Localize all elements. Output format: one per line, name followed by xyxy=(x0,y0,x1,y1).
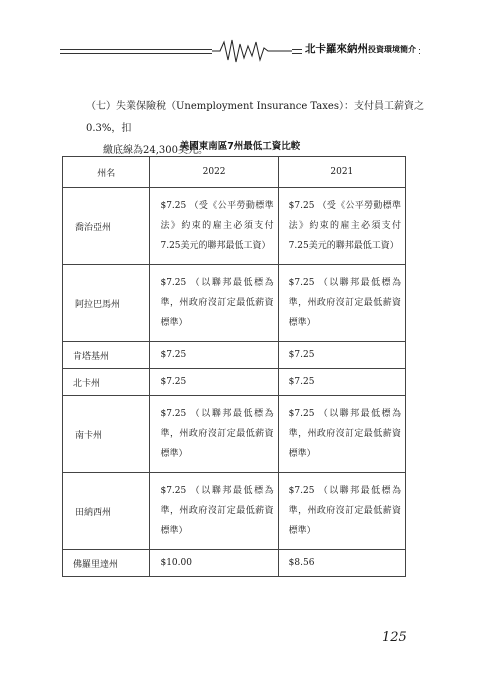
wage-2022-cell: $7.25 （以聯邦最低標為準，州政府沒訂定最低薪資標準） xyxy=(150,473,278,550)
state-cell: 阿拉巴馬州 xyxy=(63,265,150,342)
section-text-line2: 繳底線為24,300美元。 xyxy=(103,145,208,156)
table-row xyxy=(63,342,406,369)
wage-2022-cell: $7.25 （受《公平勞動標準法》約束的雇主必須支付7.25美元的聯邦最低工資） xyxy=(150,188,278,265)
state-cell: 肯塔基州 xyxy=(63,342,150,369)
table-row xyxy=(63,396,406,473)
header-state: 州名 xyxy=(63,157,150,188)
wage-2021-cell: $7.25 （以聯邦最低標為準，州政府沒訂定最低薪資標準） xyxy=(278,396,405,473)
table-row xyxy=(63,369,406,396)
table-title: 美國東南區7州最低工資比較 xyxy=(179,141,301,152)
wage-2021-cell: $8.56 xyxy=(278,550,405,577)
page-number: 125 xyxy=(382,630,407,645)
wage-2022-cell: $7.25 xyxy=(150,342,278,369)
wage-2021-cell: $7.25 （以聯邦最低標為準，州政府沒訂定最低薪資標準） xyxy=(278,473,405,550)
min-wage-table xyxy=(62,156,406,577)
section-paragraph xyxy=(86,96,426,162)
state-cell: 喬治亞州 xyxy=(63,188,150,265)
table-row xyxy=(63,188,406,265)
header-2021: 2021 xyxy=(278,157,405,188)
state-cell: 北卡州 xyxy=(63,369,150,396)
wage-2022-cell: $10.00 xyxy=(150,550,278,577)
table-row xyxy=(63,473,406,550)
wage-2022-cell: $7.25 （以聯邦最低標為準，州政府沒訂定最低薪資標準） xyxy=(150,396,278,473)
header-title xyxy=(302,41,419,56)
header-title-sub: 投資環境簡介 xyxy=(368,45,416,54)
table-row xyxy=(63,265,406,342)
state-cell: 田納西州 xyxy=(63,473,150,550)
header-title-main: 北卡羅來納州 xyxy=(305,43,368,55)
section-text-line1: （七）失業保險稅（Unemployment Insurance Taxes）：支付員工薪資之0.3%，扣 xyxy=(86,101,424,134)
header-2022: 2022 xyxy=(150,157,278,188)
table-row xyxy=(63,550,406,577)
state-cell: 佛羅里達州 xyxy=(63,550,150,577)
state-cell: 南卡州 xyxy=(63,396,150,473)
wage-2021-cell: $7.25 xyxy=(278,369,405,396)
wage-2021-cell: $7.25 xyxy=(278,342,405,369)
wage-2022-cell: $7.25 xyxy=(150,369,278,396)
table-header-row xyxy=(63,157,406,188)
wage-2021-cell: $7.25 （受《公平勞動標準法》約束的雇主必須支付7.25美元的聯邦最低工資） xyxy=(278,188,405,265)
heartbeat-wave-icon xyxy=(212,36,292,66)
wage-2022-cell: $7.25 （以聯邦最低標為準，州政府沒訂定最低薪資標準） xyxy=(150,265,278,342)
wage-2021-cell: $7.25 （以聯邦最低標為準，州政府沒訂定最低薪資標準） xyxy=(278,265,405,342)
